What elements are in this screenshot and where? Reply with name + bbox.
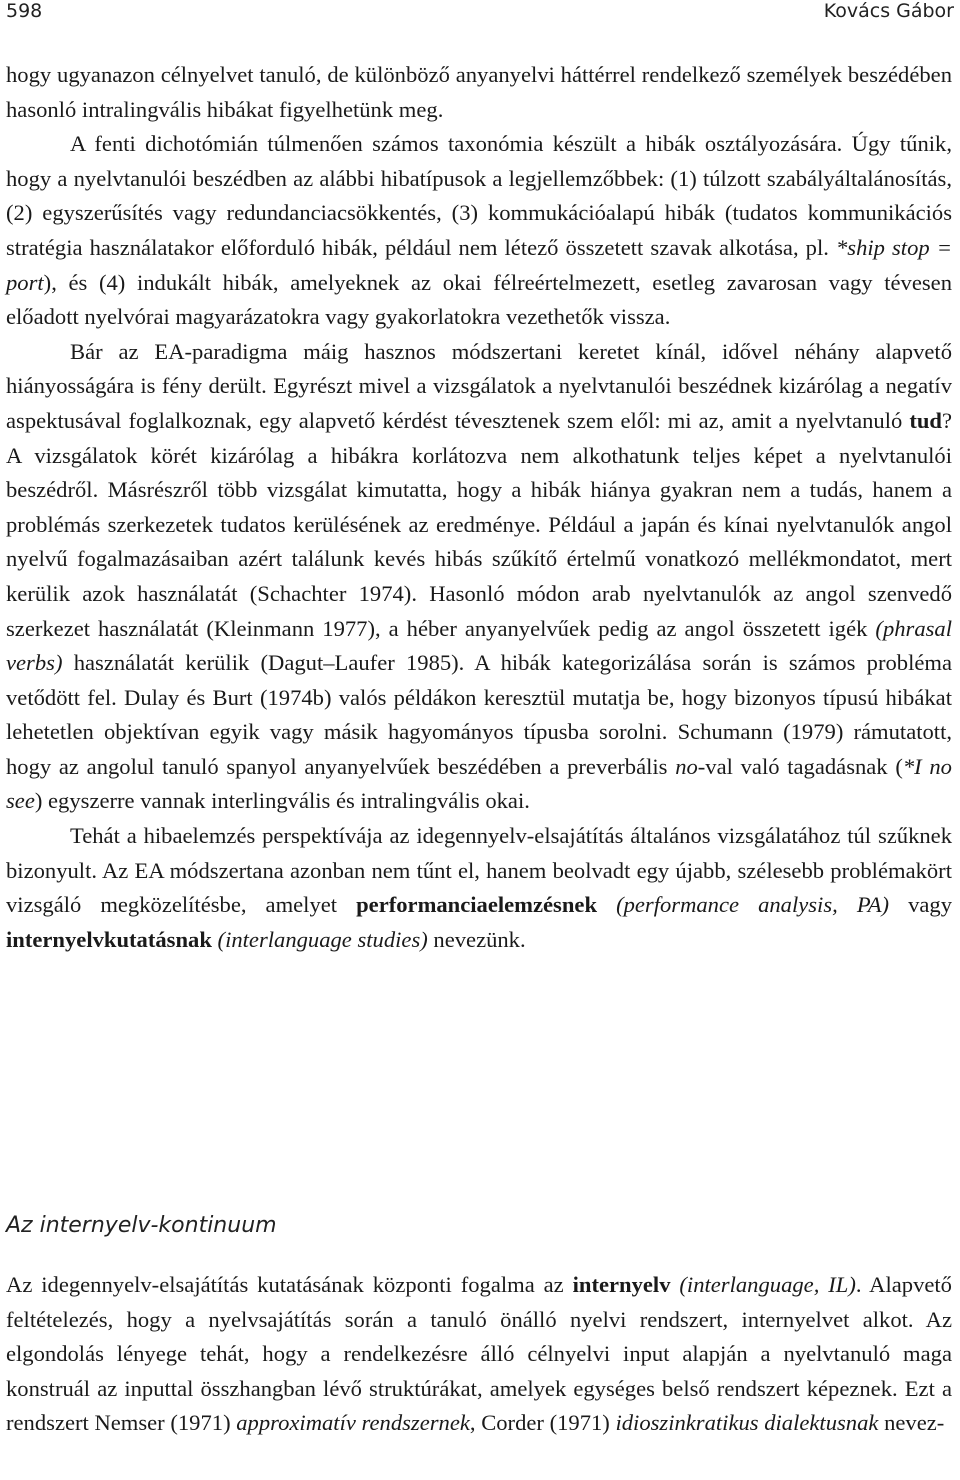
paragraph-3: Bár az EA-paradigma máig hasznos módszertani keretet kínál, idővel néhány alapvető hiányosságára is fény derült. Egyrészt mivel a vizsgálatok a nyelvtanulói beszédnek kizárólag a negatív aspektusával foglalkoznak, egy alapvető kérdést tévesztenek szem elől: mi az, amit a nyelvtanuló tud? A vizsgálatok körét kizárólag a hibákra korlátozva nem alkothatunk teljes képet a nyelvtanulói beszédről. Másrészről több vizsgálat kimutatta, hogy a hibák hiánya gyakran nem a tudás, hanem a problémás szerkezetek tudatos kerülésének az eredménye. Például a japán és kínai nyelvtanulók angol nyelvű fogalmazásaiban azért találunk kevés hibás szűkítő értelmű vonatkozó mellékmondatot, mert kerülik azok használatát (Schachter 1974). Hasonló módon arab nyelvtanulók az angol szenvedő szerkezet használatát (Kleinmann 1977), a héber anyanyelvűek pedig az angol összetett igék (phrasal verbs) használatát kerülik (Dagut–Laufer 1985). A hibák kategorizálása során is számos probléma vetődött fel. Dulay és Burt (1974b) valós példákon keresztül mutatja be, hogy bizonyos típusú hibákat lehetetlen objektívan egyik vagy másik hagyományos típusba sorolni. Schumann (1979) rámutatott, hogy az angolul tanuló spanyol anyanyelvűek beszédében a preverbális no-val való tagadásnak (*I no see) egyszerre vannak interlingvális és intralingvális okai. [6, 338, 952, 814]
paragraph-1: hogy ugyanazon célnyelvet tanuló, de különböző anyanyelvi háttérrel rendelkező személyek beszédében hasonló intralingvális hibákat figyelhetünk meg. [6, 62, 952, 122]
paragraph-5: Az idegennyelv-elsajátítás kutatásának központi fogalma az internyelv (interlanguage, IL). Alapvető feltételezés, hogy a nyelvsajátítás során a tanuló önálló nyelvi rendszert, internyelvet alkot. Az elgondolás lényege tehát, hogy a rendelkezésre álló célnyelvi input alapján a nyelvtanuló maga konstruál az inputtal összhangban lévő struktúrákat, amelyek egységes belső rendszert képeznek. Ezt a rendszert Nemser (1971) approximatív rendszernek, Corder (1971) idioszinkratikus dialektusnak nevez- [6, 1272, 952, 1436]
section-heading: Az internyelv-kontinuum [6, 1213, 277, 1238]
body-text-section-1 [6, 58, 952, 957]
page-header [6, 0, 954, 28]
body-text-section-2 [6, 1268, 952, 1441]
paragraph-4: Tehát a hibaelemzés perspektívája az idegennyelv-elsajátítás általános vizsgálatához túl szűknek bizonyult. Az EA módszertana azonban nem tűnt el, hanem beolvadt egy újabb, szélesebb problémakört vizsgáló megközelítésbe, amelyet performanciaelemzésnek (performance analysis, PA) vagy internyelvkutatásnak (interlanguage studies) nevezünk. [6, 823, 952, 952]
paragraph-2: A fenti dichotómián túlmenően számos taxonómia készült a hibák osztályozására. Úgy tűnik, hogy a nyelvtanulói beszédben az alábbi hibatípusok a legjellemzőbbek: (1) túlzott szabályáltalánosítás, (2) egyszerűsítés vagy redundanciacsökkentés, (3) kommukációalapú hibák (tudatos kommunikációs stratégia használatakor előforduló hibák, például nem létező összetett szavak alkotása, pl. *ship stop = port), és (4) indukált hibák, amelyeknek az okai félreértelmezett, esetleg zavarosan vagy tévesen előadott nyelvórai magyarázatokra vagy gyakorlatokra vezethetők vissza. [6, 131, 952, 330]
running-head-author: Kovács Gábor [823, 0, 954, 22]
page-number: 598 [6, 0, 43, 22]
